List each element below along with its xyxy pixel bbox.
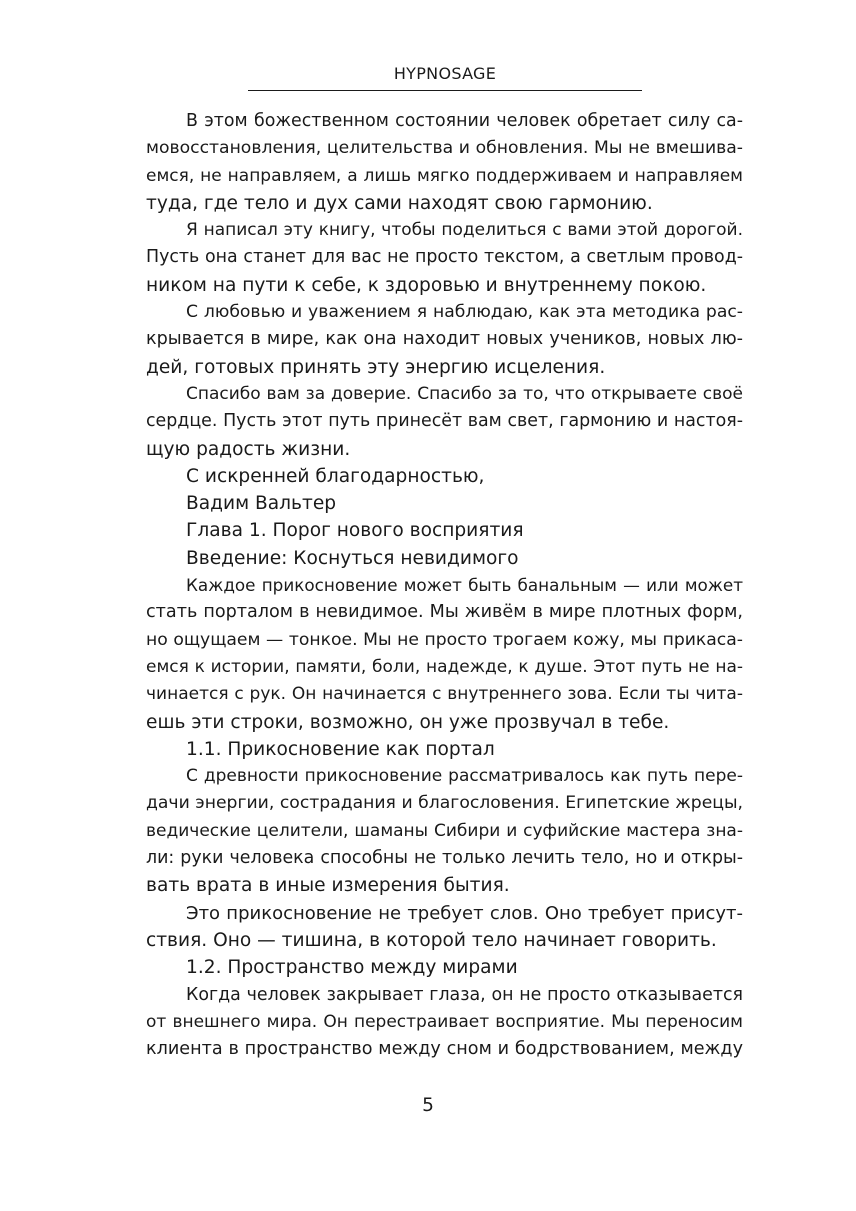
- body-text: [146, 108, 743, 1063]
- text-line: сердце. Пусть этот путь принесёт вам свет, гармонию и настоя-: [146, 411, 743, 432]
- text-line: С любовью и уважением я наблюдаю, как эта методика рас-: [186, 302, 743, 323]
- text-line: но ощущаем — тонкое. Мы не просто трогаем кожу, мы прикаса-: [146, 629, 743, 650]
- text-line: вать врата в иные измерения бытия.: [146, 875, 510, 897]
- text-line: мовосстановления, целительства и обновления. Мы не вмешива-: [146, 138, 743, 159]
- text-line: Я написал эту книгу, чтобы поделиться с вами этой дорогой.: [186, 220, 743, 241]
- text-line: дей, готовых принять эту энергию исцеления.: [146, 356, 606, 378]
- running-header: HYPNOSAGE: [393, 64, 497, 83]
- text-line: ведические целители, шаманы Сибири и суфийские мастера зна-: [146, 820, 743, 841]
- text-line: туда, где тело и дух сами находят свою гармонию.: [146, 192, 653, 214]
- header-rule: [248, 90, 642, 91]
- text-line: стать порталом в невидимое. Мы живём в мире плотных форм,: [146, 602, 743, 623]
- text-line: от внешнего мира. Он перестраивает восприятие. Мы переносим: [146, 1011, 743, 1032]
- text-line: емся, не направляем, а лишь мягко поддерживаем и направляем: [146, 165, 743, 186]
- chapter-heading: Глава 1. Порог нового восприятия: [186, 520, 524, 542]
- text-line: Спасибо вам за доверие. Спасибо за то, что открываете своё: [186, 383, 743, 404]
- text-line: ешь эти строки, возможно, он уже прозвучал в тебе.: [146, 711, 670, 733]
- text-line: Это прикосновение не требует слов. Оно требует присут-: [186, 902, 743, 924]
- text-line: дачи энергии, сострадания и благословения. Египетские жрецы,: [146, 793, 743, 814]
- text-line: клиента в пространство между сном и бодрствованием, между: [146, 1039, 743, 1060]
- text-line: емся к истории, памяти, боли, надежде, к душе. Этот путь не на-: [146, 656, 743, 677]
- text-line: щую радость жизни.: [146, 438, 351, 460]
- text-line: С искренней благодарностью,: [186, 465, 485, 487]
- text-line: Каждое прикосновение может быть банальным — или может: [186, 575, 743, 596]
- page-number: 5: [422, 1095, 434, 1116]
- section-heading: Введение: Коснуться невидимого: [186, 547, 519, 569]
- text-line: ствия. Оно — тишина, в которой тело начинает говорить.: [146, 929, 717, 951]
- text-line: Вадим Вальтер: [186, 493, 337, 515]
- section-heading: 1.2. Пространство между мирами: [186, 957, 518, 979]
- text-line: Пусть она станет для вас не просто текстом, а светлым провод-: [146, 247, 743, 268]
- text-line: С древности прикосновение рассматривалось как путь пере-: [186, 766, 743, 787]
- text-line: ли: руки человека способны не только лечить тело, но и откры-: [146, 848, 743, 869]
- text-line: Когда человек закрывает глаза, он не просто отказывается: [186, 984, 743, 1005]
- text-line: крывается в мире, как она находит новых учеников, новых лю-: [146, 329, 743, 350]
- text-line: чинается с рук. Он начинается с внутреннего зова. Если ты чита-: [146, 684, 743, 705]
- text-line: В этом божественном состоянии человек обретает силу са-: [186, 111, 743, 131]
- section-heading: 1.1. Прикосновение как портал: [186, 738, 495, 760]
- text-line: ником на пути к себе, к здоровью и внутреннему покою.: [146, 274, 707, 296]
